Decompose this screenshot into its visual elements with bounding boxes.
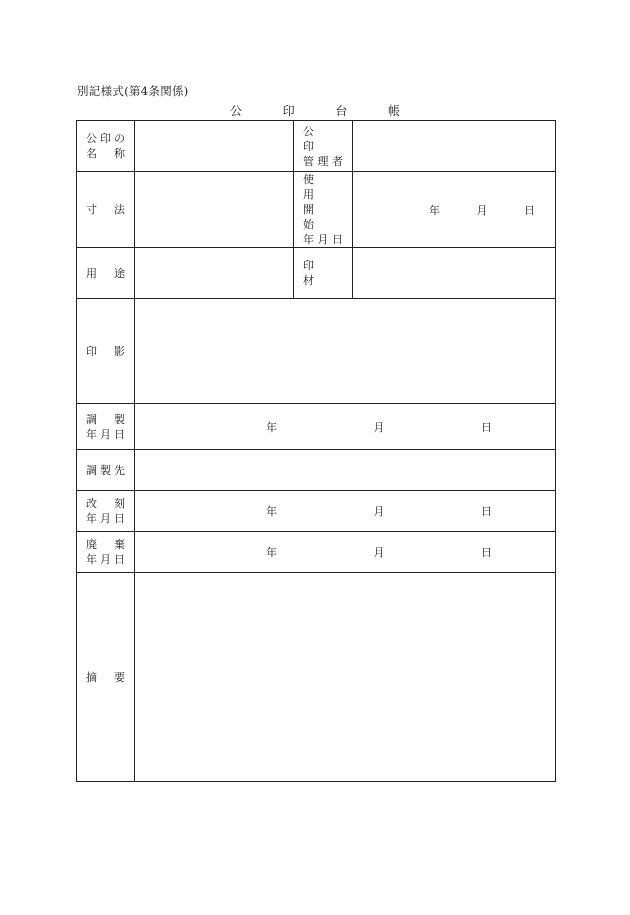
unit-year: 年 (266, 420, 277, 434)
row-recarved-date (77, 491, 556, 532)
row-disposed-date (77, 532, 556, 573)
row-impression (77, 299, 556, 404)
row-seal-name (77, 121, 556, 172)
unit-month: 月 (373, 546, 385, 559)
unit-month: 月 (373, 420, 385, 434)
title-char: 台 (335, 104, 348, 118)
row-size (77, 172, 556, 248)
field-maker[interactable] (135, 450, 556, 491)
title-char: 帳 (387, 104, 400, 118)
label-recarved-date: 改 刻 年月日 (77, 491, 135, 532)
label-use: 用 途 (77, 248, 135, 299)
unit-month: 月 (373, 505, 385, 518)
title-char: 印 (282, 104, 295, 118)
label-material: 印 材 (294, 248, 353, 299)
field-start-date[interactable] (353, 172, 556, 248)
unit-day: 日 (481, 546, 492, 559)
row-remarks (77, 573, 556, 782)
unit-day: 日 (481, 505, 492, 518)
label-maker: 調製先 (77, 450, 135, 491)
row-maker (77, 450, 556, 491)
field-material[interactable] (353, 248, 556, 299)
field-size[interactable] (135, 172, 294, 248)
label-size: 寸 法 (77, 172, 135, 248)
form-caption: 別記様式(第4条関係) (77, 84, 189, 98)
unit-month: 月 (476, 203, 488, 217)
field-recarved-date[interactable] (135, 491, 556, 532)
unit-day: 日 (524, 203, 535, 217)
field-made-date[interactable] (135, 404, 556, 450)
row-use (77, 248, 556, 299)
unit-day: 日 (481, 420, 492, 434)
field-impression[interactable] (135, 299, 556, 404)
field-seal-manager[interactable] (353, 121, 556, 172)
label-disposed-date: 廃 棄 年月日 (77, 532, 135, 573)
label-impression: 印 影 (77, 299, 135, 404)
unit-year: 年 (429, 203, 440, 217)
form-title (230, 102, 400, 119)
label-made-date: 調 製 年月日 (77, 404, 135, 450)
label-remarks: 摘 要 (77, 573, 135, 782)
title-char: 公 (230, 104, 243, 118)
label-seal-manager: 公 印 管理者 (294, 121, 353, 172)
unit-year: 年 (266, 546, 277, 559)
label-seal-name: 公印の 名 称 (77, 121, 135, 172)
field-seal-name[interactable] (135, 121, 294, 172)
field-disposed-date[interactable] (135, 532, 556, 573)
seal-register-table (76, 120, 556, 782)
field-use[interactable] (135, 248, 294, 299)
unit-year: 年 (266, 505, 277, 518)
row-made-date (77, 404, 556, 450)
field-remarks[interactable] (135, 573, 556, 782)
label-start-date: 使 用 開 始 年月日 (294, 172, 353, 248)
